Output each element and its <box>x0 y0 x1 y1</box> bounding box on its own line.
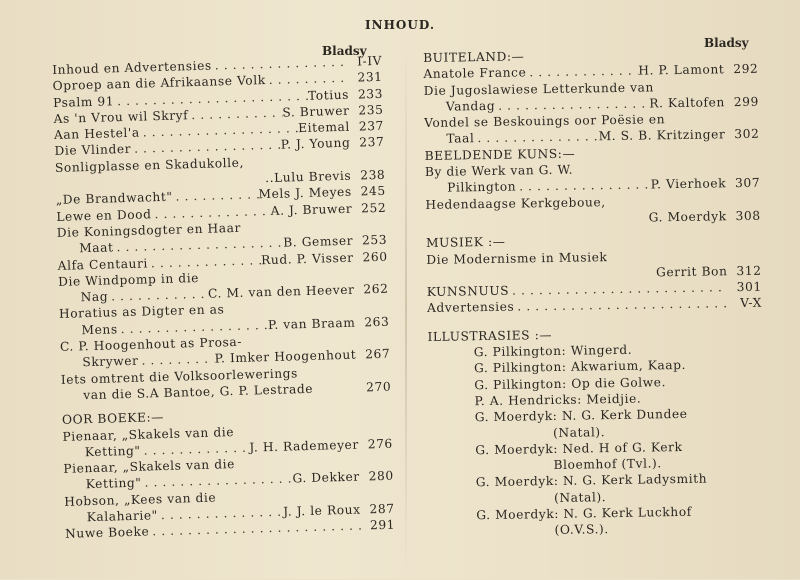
section-heading: BEELDENDE KUNS:— <box>424 146 576 163</box>
toc-entry-title: Vondel se Beskouings oor Poësie en <box>424 112 666 131</box>
toc-entry: Ketting" . . . J. H. Rademeyer 276 <box>63 435 393 461</box>
illustration-entry: G. Pilkington: Op die Golwe. <box>474 374 667 392</box>
toc-entry: ..Lulu Brevis 238 <box>264 167 386 186</box>
toc-entry: Nuwe Boeke . . . 291 <box>65 517 395 543</box>
toc-entry: Mens . . . P. van Braam 263 <box>59 313 389 339</box>
right-column <box>423 45 766 541</box>
section-heading: OOR BOEKE:— <box>61 410 165 428</box>
toc-entry: KUNSNUUS . . . 301 <box>427 279 762 301</box>
toc-entry-title: Die Koningsdogter en Haar <box>56 220 242 240</box>
illustration-entry-sub: (O.V.S.). <box>554 522 609 538</box>
toc-entry: As 'n Vrou wil Skryf . . . S. Bruwer 235 <box>53 102 383 128</box>
toc-entry-title: By die Werk van G. W. <box>424 162 574 180</box>
toc-entry: Nag . . . C. M. van den Heever 262 <box>58 281 388 307</box>
toc-entry-title: Hobson, „Kees van die <box>64 490 217 509</box>
left-bladsy-heading: Bladsy <box>322 44 367 58</box>
toc-entry: Oproep aan die Afrikaanse Volk . . . 231 <box>52 69 382 95</box>
toc-entry: van die S.A Bantoe, G. P. Lestrade 270 <box>83 379 392 403</box>
page-gutter <box>405 40 407 580</box>
toc-entry: Inhoud en Advertensies . . . I-IV <box>52 53 382 79</box>
toc-entry-title: Pienaar, „Skakels van die <box>63 457 236 476</box>
section-heading: MUSIEK :— <box>425 234 506 251</box>
section-heading: BUITELAND:— <box>423 49 525 65</box>
illustration-entry-sub: (Natal). <box>553 489 607 505</box>
section-heading: ILLUSTRASIES :— <box>427 327 553 344</box>
toc-entry-title: Pienaar, „Skakels van die <box>62 424 235 444</box>
toc-entry-title: Die Windpomp in die <box>57 270 200 289</box>
illustration-entry: G. Pilkington: Wingerd. <box>473 342 633 360</box>
right-bladsy-heading: Bladsy <box>704 36 749 50</box>
toc-entry: Taal . . . M. S. B. Kritzinger 302 <box>424 126 759 148</box>
toc-entry: Die Vlinder . . . P. J. Young 237 <box>54 134 384 160</box>
illustration-entry: G. Moerdyk: N. G. Kerk Luckhof <box>476 504 692 523</box>
illustration-entry: G. Moerdyk: N. G. Kerk Dundee <box>474 407 688 425</box>
toc-entry: Skrywer . . . P. Imker Hoogenhout 267 <box>60 346 390 372</box>
toc-entry: G. Moerdyk 308 <box>648 208 761 225</box>
toc-entry: Aan Hestel'a . . . Eitemal 237 <box>54 118 384 144</box>
toc-entry-title: Horatius as Digter en as <box>58 302 225 322</box>
illustration-entry: G. Moerdyk: Ned. H of G. Kerk <box>475 439 683 458</box>
toc-entry: Maat . . . B. Gemser 253 <box>57 232 387 258</box>
left-column <box>52 53 395 543</box>
illustration-entry-sub: (Natal). <box>552 424 606 440</box>
toc-entry-title: Die Jugoslawiese Letterkunde van <box>423 79 654 98</box>
toc-entry-title: Iets omtrent die Volksoorlewerings <box>60 365 299 387</box>
toc-entry: Vandag . . . R. Kaltofen 299 <box>424 94 759 116</box>
toc-entry: Advertensies . . . V-X <box>427 295 762 317</box>
toc-entry: Ketting" . . . G. Dekker 280 <box>64 468 394 494</box>
toc-entry-title: C. P. Hoogenhout as Prosa- <box>59 334 243 354</box>
toc-entry: „De Brandwacht" . . . Mels J. Meyes 245 <box>56 183 386 209</box>
toc-entry: Pilkington . . . P. Vierhoek 307 <box>425 175 760 197</box>
toc-entry: Psalm 91 . . . Totius 233 <box>53 85 383 111</box>
illustration-entry: G. Moerdyk: N. G. Kerk Ladysmith <box>475 472 708 490</box>
illustration-entry: G. Pilkington: Akwarium, Kaap. <box>473 358 687 376</box>
toc-entry-title: Sonligplasse en Skadukolle, <box>54 155 245 175</box>
page-title: INHOUD. <box>365 18 435 32</box>
toc-entry: Kalaharie" . . . J. J. le Roux 287 <box>65 501 395 527</box>
toc-entry: Gerrit Bon 312 <box>655 263 762 280</box>
illustration-entry: P. A. Hendricks: Meidjie. <box>474 391 642 409</box>
toc-entry: Anatole France . . . H. P. Lamont 292 <box>423 61 758 83</box>
toc-entry: Alfa Centauri . . . Rud. P. Visser 260 <box>57 248 387 274</box>
toc-entry-title: Die Modernisme in Musiek <box>426 249 608 267</box>
illustration-entry-sub: Bloemhof (Tvl.). <box>553 456 662 473</box>
toc-entry: Lewe en Dood . . . A. J. Bruwer 252 <box>56 199 386 225</box>
toc-entry-title: Hedendaagse Kerkgeboue, <box>425 194 606 212</box>
